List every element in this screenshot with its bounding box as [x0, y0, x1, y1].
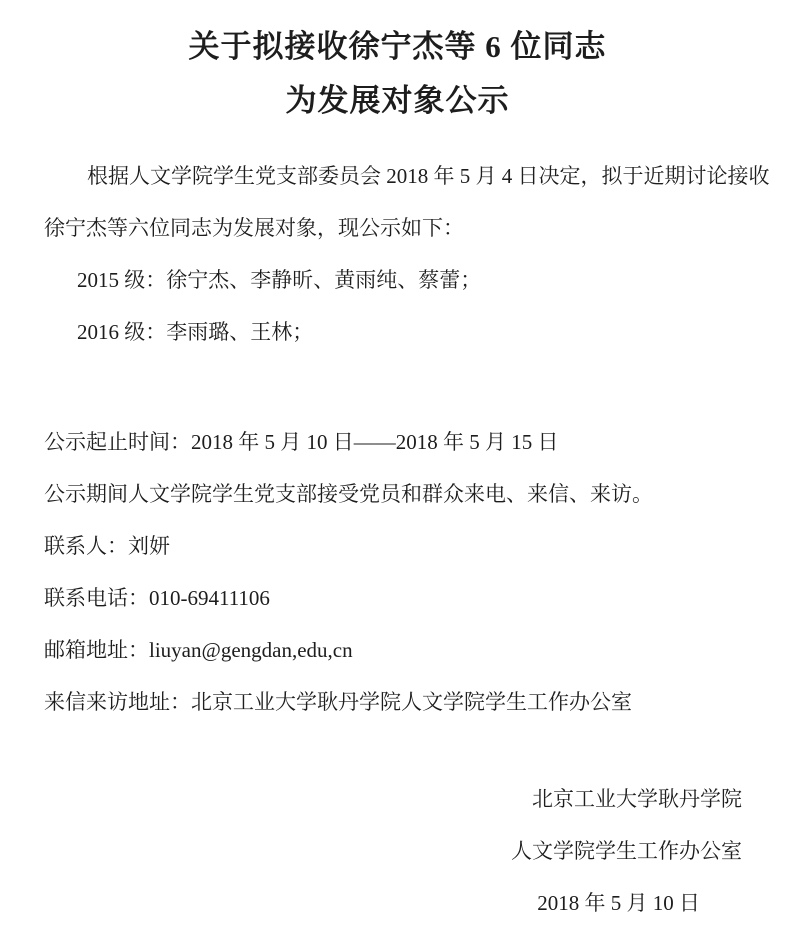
- signature-block: [44, 773, 747, 929]
- intro-paragraph-line1: 根据人文学院学生党支部委员会 2018 年 5 月 4 日决定，拟于近期讨论接收: [87, 164, 770, 188]
- contact-phone-line: 联系电话：010-69411106: [44, 586, 270, 610]
- signature-date: 2018 年 5 月 10 日: [537, 891, 700, 915]
- contact-person-line: 联系人：刘妍: [44, 534, 170, 558]
- document-body: [44, 150, 770, 929]
- document-title-line2: 为发展对象公示: [285, 83, 510, 118]
- mail-visit-address-line: 来信来访地址：北京工业大学耿丹学院人文学院学生工作办公室: [44, 690, 632, 714]
- intro-paragraph-line2: 徐宁杰等六位同志为发展对象，现公示如下：: [44, 216, 464, 240]
- signature-org-line1: 北京工业大学耿丹学院: [532, 787, 742, 811]
- document-title-line1: 关于拟接收徐宁杰等 6 位同志: [188, 29, 607, 64]
- cohort-2015-line: 2015 级：徐宁杰、李静昕、黄雨纯、蔡蕾；: [77, 268, 482, 292]
- signature-org-line2: 人文学院学生工作办公室: [511, 839, 742, 863]
- blank-line-separator: [44, 728, 747, 773]
- feedback-channels-line: 公示期间人文学院学生党支部接受党员和群众来电、来信、来访。: [44, 482, 653, 506]
- cohort-2016-line: 2016 级：李雨璐、王林；: [77, 320, 314, 344]
- blank-line-separator: [44, 358, 747, 416]
- contact-email-line: 邮箱地址：liuyan@gengdan,edu,cn: [44, 638, 353, 662]
- document-title: [0, 0, 795, 128]
- publicity-period-line: 公示起止时间：2018 年 5 月 10 日——2018 年 5 月 15 日: [44, 430, 559, 454]
